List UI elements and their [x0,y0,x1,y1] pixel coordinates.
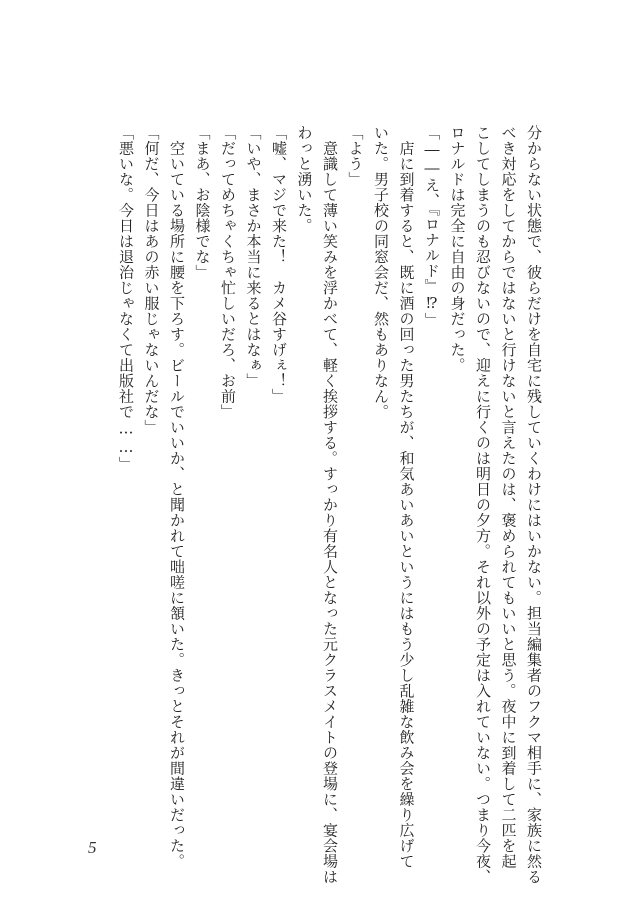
text-line: 「悪いな。今日は退治じゃなくて出版社で……」 [117,125,135,472]
text-line: わっと湧いた。 [295,125,314,234]
text-line: 「何だ、今日はあの赤い服じゃないんだな」 [142,125,161,435]
text-line: 「まあ、お陰様でな」 [193,125,212,280]
text-line: 「いや、まさか本当に来るとはなぁ」 [244,125,263,389]
text-line: 分からない状態で、彼らだけを自宅に残していくわけにはいかない。担当編集者のフクマ相手に、家族に然る [525,125,543,885]
text-line: いた。男子校の同窓会だ、然もありなん。 [372,125,390,420]
vertical-body-text [113,125,547,885]
text-line: ロナルドは完全に自由の身だった。 [448,125,467,373]
page-number: 5 [88,838,97,857]
text-line: 「よう」 [346,125,365,187]
text-line: 店に到着すると、既に酒の回った男たちが、和気あいあいというにはもう少し乱雑な飲み会を繰り広げて [397,125,416,869]
text-line: こしてしまうのも忍びないので、迎えに行くのは明日の夕方。それ以外の予定は入れていない。つまり今夜、 [474,125,492,885]
text-line: 空いている場所に腰を下ろす。ビールでいいか、と聞かれて咄嗟に頷いた。きっとそれが間違いだった。 [168,125,186,869]
text-line: 「――え、『ロナルド』⁉」 [423,125,441,328]
text-line: 「嘘、マジで来た！ カメ谷すげぇ！」 [270,125,288,404]
text-line: べき対応をしてからではないと行けないと言えたのは、褒められてもいいと思う。夜中に到着して二匹を起 [499,125,518,869]
text-line: 意識して薄い笑みを浮かべて、軽く挨拶する。すっかり有名人となった元クラスメイトの登場に、宴会場は [321,125,339,885]
text-line: 「だってめちゃくちゃ忙しいだろ、お前」 [219,125,237,420]
